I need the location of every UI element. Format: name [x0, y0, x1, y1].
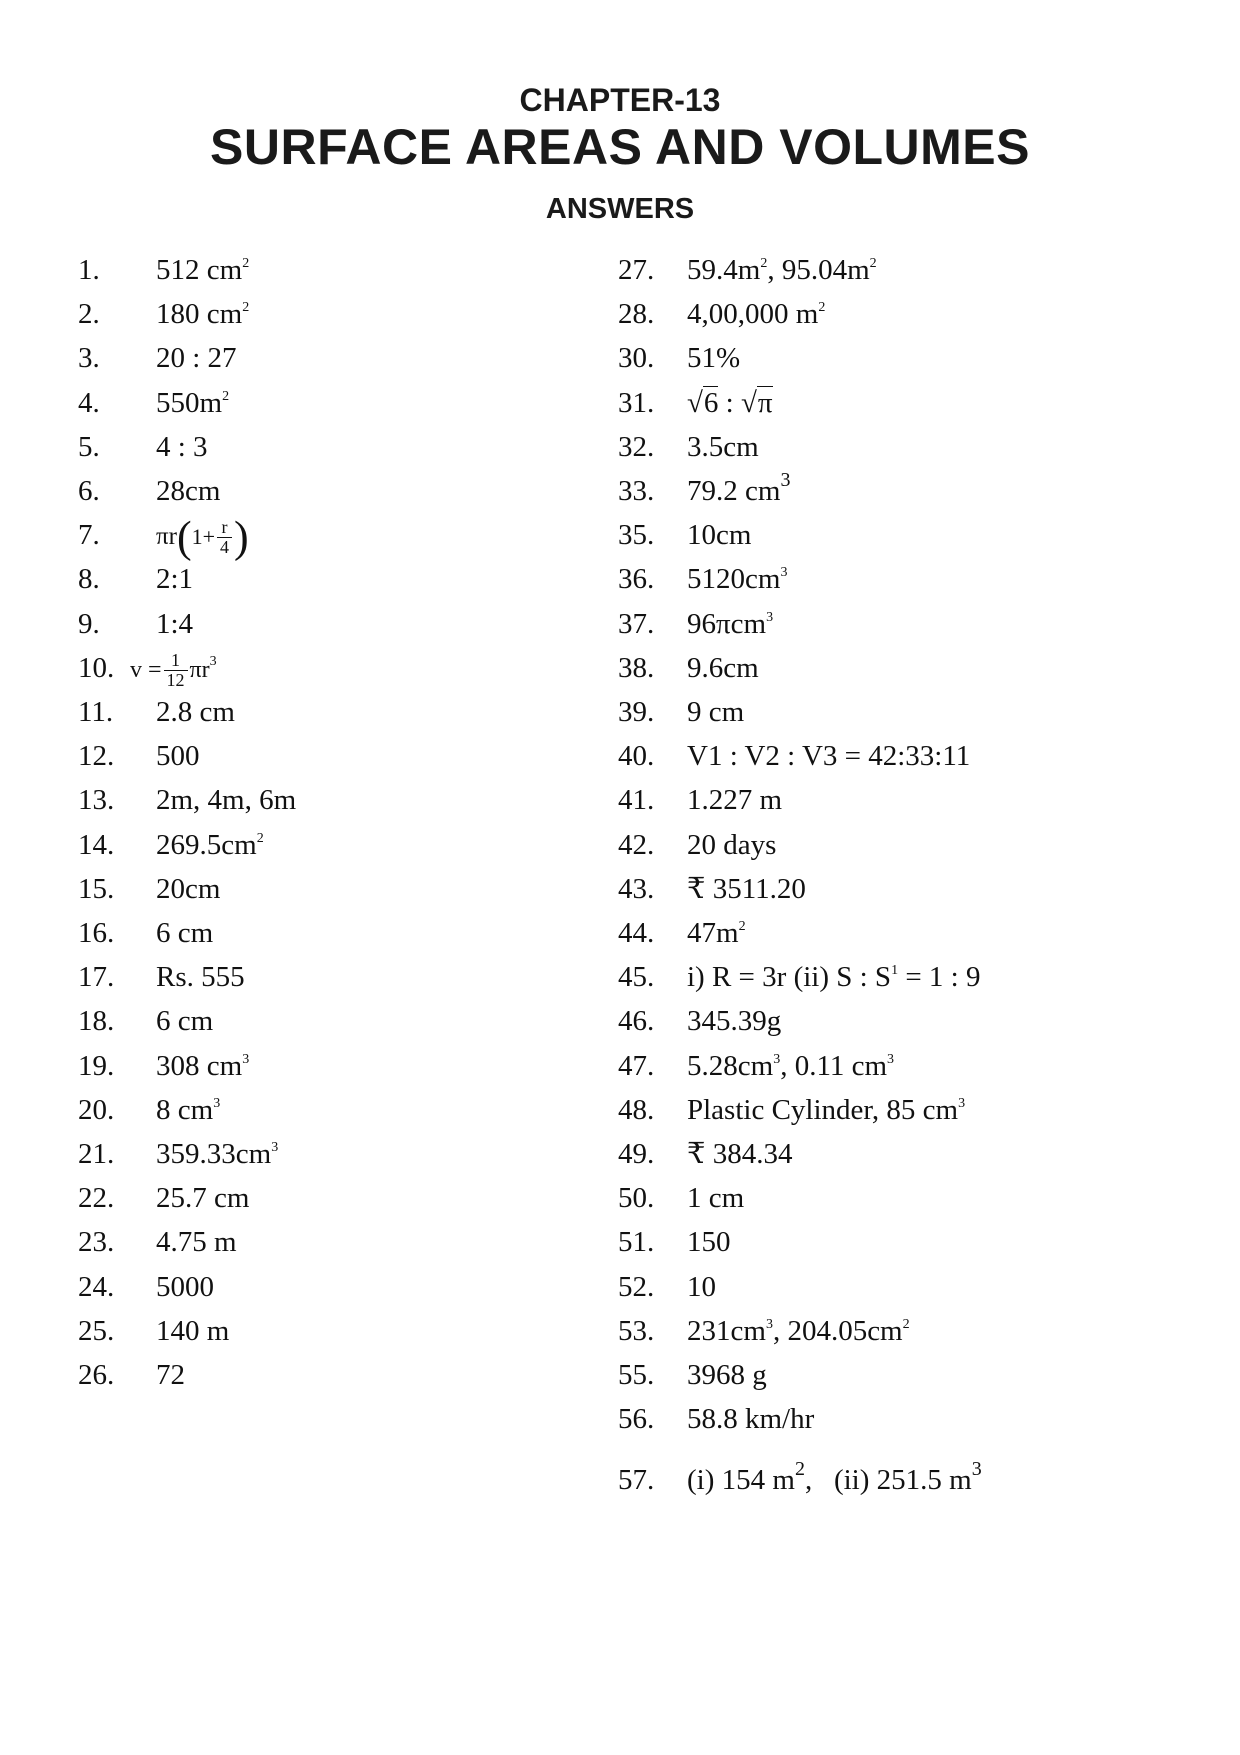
chapter-label: CHAPTER-13 — [519, 82, 721, 118]
formula-7: πr(1+ $\frac{r}{4}$ ) — [156, 512, 249, 562]
page-title: SURFACE AREAS AND VOLUMES — [210, 119, 1030, 175]
answer-sheet-page: CHAPTER-13 SURFACE AREAS AND VOLUMES ANSWERS 1. 512 $cm^2$ 2. 180 $cm^2$ 3. 20 : 27 4. $550m^2$ 5. 4 : 3 6. 28cm 7. πr(1+ $\frac{r}{4}$ ) 8. 2:1 9. 1:4 10. v = $\frac{1}{12}$ $\pi r^3$ 11. 2.8 cm 12. 500 13. 2m, 4m, 6m 14. $269.5cm^2$ 15. 20cm 16. 6 cm 17. Rs. 555 18. 6 cm 19. 308 $cm^3$ 20. 8 $cm^3$ 21. $359.33cm^3$ 22. 25.7 cm 23. 4.75 m 24. 5000 25. 140 m 26. 72 27. $59.4m^2$, $95.04m^2$ 28. 4,00,000 $m^2$ 30. 51% 31. √6 : √π 32. 3.5cm 33. 79.2 $cm^3$ 35. 10cm 36. $5120cm^3$ 37. 96πcm$^3$ 38. 9.6cm 39. 9 cm 40. V1 : V2 : V3 = 42:33:11 41. 1.227 m 42. 20 days 43. ₹ 3511.20 44. $47m^2$ 45. i) R = 3r (ii) S : $S^1 = 1$ : 9 46. 345.39g 47. $5.28cm^3$, 0.11 $cm^3$ 48. Plastic Cylinder, 85 $cm^3$ 49. ₹ 384.34 50. 1 cm 51. 150 52. 10 53. $231cm^3$, $204.05cm^2$ 55. 3968 g 56. 58.8 km/hr 57. (i) 154 $m^2$, (ii) 251.5 $m^3$ — [0, 0, 1240, 1755]
sqrt-ratio: √6 : √π — [687, 387, 773, 419]
formula-10: v = $\frac{1}{12}$ $\pi r^3$ — [130, 649, 217, 690]
answers-heading: ANSWERS — [545, 193, 695, 225]
